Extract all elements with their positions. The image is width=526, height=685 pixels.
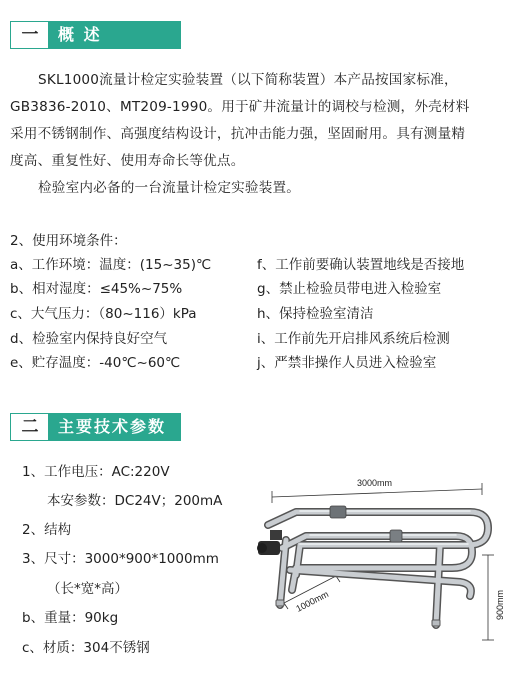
length-label: 3000mm xyxy=(357,478,393,488)
spec-item: 3、尺寸：3000*900*1000mm xyxy=(22,551,219,567)
section-title: 主要技术参数 xyxy=(48,413,181,441)
paragraph-line: 采用不锈钢制作、高强度结构设计，抗冲击能力强，坚固耐用。具有测量精 xyxy=(10,126,466,142)
env-item: e、贮存温度：-40℃~60℃ xyxy=(10,355,181,371)
spec-item: （长*宽*高） xyxy=(47,581,128,597)
env-item: i、工作前先开启排风系统后检测 xyxy=(257,331,450,347)
env-title: 2、使用环境条件： xyxy=(10,233,127,249)
paragraph-line: SKL1000流量计检定实验装置（以下简称装置）本产品按国家标准， xyxy=(38,72,458,88)
paragraph-line: GB3836-2010、MT209-1990。用于矿井流量计的调校与检测，外壳材料 xyxy=(10,99,470,115)
env-item: a、工作环境：温度：(15~35)℃ xyxy=(10,257,212,273)
env-item: b、相对湿度：≤45%~75% xyxy=(10,281,183,297)
height-label: 900mm xyxy=(495,589,505,620)
env-item: j、严禁非操作人员进入检验室 xyxy=(257,355,437,371)
flow-meter xyxy=(257,530,282,555)
width-label: 1000mm xyxy=(294,588,331,614)
section-number: 二 xyxy=(10,413,49,441)
section-number: 一 xyxy=(10,21,49,49)
section-title: 概 述 xyxy=(48,21,181,49)
paragraph-line: 度高、重复性好、使用寿命长等优点。 xyxy=(10,153,245,169)
env-item: c、大气压力：（80~116）kPa xyxy=(10,306,197,322)
spec-item: b、重量：90kg xyxy=(22,610,119,626)
height-dimension xyxy=(482,555,494,640)
spec-item: c、材质：304不锈钢 xyxy=(22,640,150,656)
env-item: g、禁止检验员带电进入检验室 xyxy=(257,281,442,297)
env-item: h、保持检验室清洁 xyxy=(257,306,374,322)
paragraph-line: 检验室内必备的一台流量计检定实验装置。 xyxy=(38,180,301,196)
env-item: d、检验室内保持良好空气 xyxy=(10,331,168,347)
env-item: f、工作前要确认装置地线是否接地 xyxy=(257,257,465,273)
spec-item: 2、结构 xyxy=(22,522,72,538)
spec-item: 1、工作电压：AC:220V xyxy=(22,464,170,480)
spec-item: 本安参数：DC24V；200mA xyxy=(47,493,223,509)
